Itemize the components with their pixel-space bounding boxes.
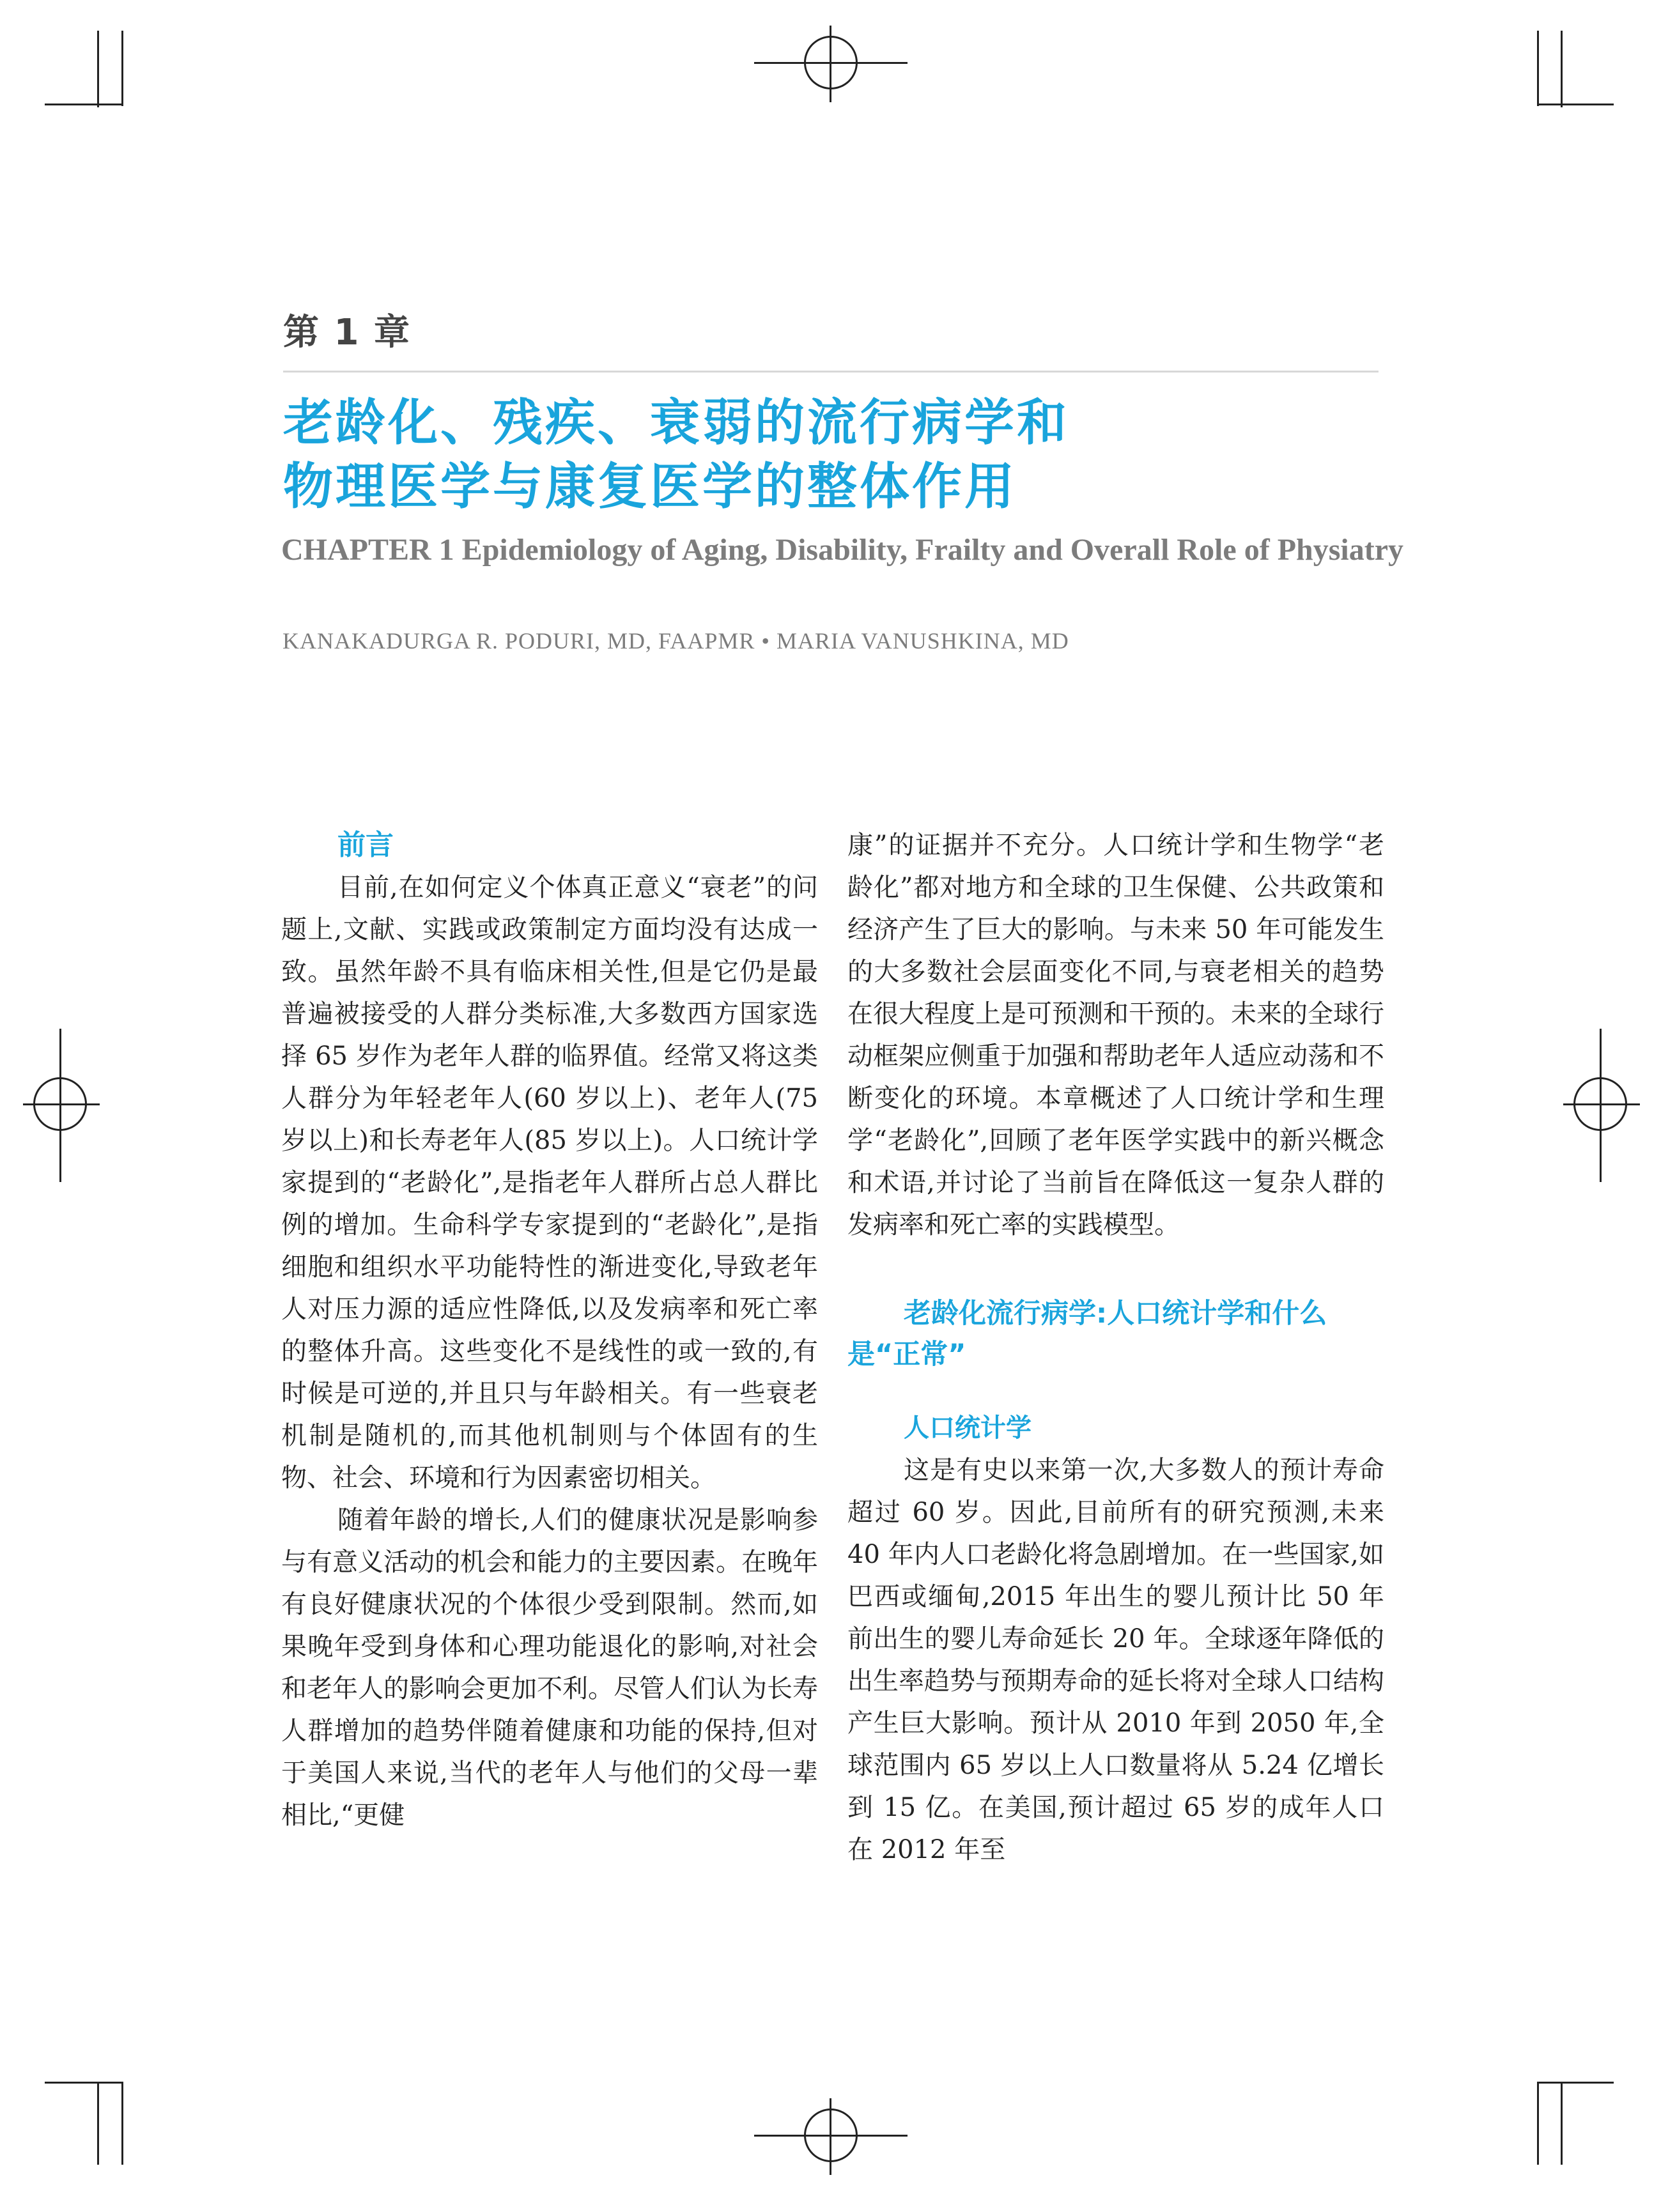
crop-mark	[1537, 104, 1614, 105]
crop-mark	[97, 2082, 99, 2165]
crop-mark	[1561, 31, 1563, 107]
body-paragraph: 这是有史以来第一次,大多数人的预计寿命超过 60 岁。因此,目前所有的研究预测,未来 40 年内人口老龄化将急剧增加。在一些国家,如巴西或缅甸,2015 年出生的婴儿预计比 50 年前出生的婴儿寿命延长 20 年。全球逐年降低的出生率趋势与预期寿命的延长将对全球人口结构产生巨大影响。预计从 2010 年到 2050 年,全球范围内 65 岁以上人口数量将从 5.24 亿增长到 15 亿。在美国,预计超过 65 岁的成年人口在 2012 年至	[847, 1455, 1384, 1864]
registration-crosshair	[23, 1103, 100, 1105]
body-paragraph: 随着年龄的增长,人们的健康状况是影响参与有意义活动的机会和能力的主要因素。在晚年有良好健康状况的个体很少受到限制。然而,如果晚年受到身体和心理功能退化的影响,对社会和老年人的影响会更加不利。尽管人们认为长寿人群增加的趋势伴随着健康和功能的保持,但对于美国人来说,当代的老年人与他们的父母一辈相比,“更健	[281, 1505, 818, 1830]
left-column	[281, 824, 818, 1836]
chapter-title-line-2: 物理医学与康复医学的整体作用	[283, 458, 1017, 516]
crop-mark	[45, 2082, 121, 2084]
body-paragraph-continued: 康”的证据并不充分。人口统计学和生物学“老龄化”都对地方和全球的卫生保健、公共政策和经济产生了巨大的影响。与未来 50 年可能发生的大多数社会层面变化不同,与衰老相关的趋势在很大程度上是可预测和干预的。未来的全球行动框架应侧重于加强和帮助老年人适应动荡和不断变化的环境。本章概述了人口统计学和生理学“老龄化”,回顾了老年医学实践中的新兴概念和术语,并讨论了当前旨在降低这一复杂人群的发病率和死亡率的实践模型。	[847, 831, 1384, 1240]
authors-line: KANAKADURGA R. PODURI, MD, FAAPMR • MARIA VANUSHKINA, MD	[282, 628, 1069, 654]
chapter-label: 第 1 章	[283, 312, 411, 353]
registration-crosshair	[830, 2098, 831, 2175]
registration-crosshair	[830, 26, 831, 102]
registration-crosshair	[1563, 1103, 1640, 1105]
subsection-heading-demography: 人口统计学	[904, 1413, 1031, 1443]
crop-mark	[1537, 2082, 1614, 2084]
crop-mark	[121, 31, 123, 106]
right-column	[847, 824, 1384, 1871]
english-chapter-title: CHAPTER 1 Epidemiology of Aging, Disability, Frailty and Overall Role of Physiatry	[281, 533, 1404, 567]
section-heading-preface: 前言	[337, 829, 394, 861]
section-heading-epidemiology: 老龄化流行病学:人口统计学和什么是“正常”	[847, 1298, 1327, 1371]
chapter-title-line-1: 老龄化、残疾、衰弱的流行病学和	[283, 394, 1070, 452]
crop-mark	[45, 104, 121, 105]
body-paragraph: 目前,在如何定义个体真正意义“衰老”的问题上,文献、实践或政策制定方面均没有达成一致。虽然年龄不具有临床相关性,但是它仍是最普遍被接受的人群分类标准,大多数西方国家选择 65 岁作为老年人群的临界值。经常又将这类人群分为年轻老年人(60 岁以上)、老年人(75 岁以上)和长寿老年人(85 岁以上)。人口统计学家提到的“老龄化”,是指老年人群所占总人群比例的增加。生命科学专家提到的“老龄化”,是指细胞和组织水平功能特性的渐进变化,导致老年人对压力源的适应性降低,以及发病率和死亡率的整体升高。这些变化不是线性的或一致的,有时候是可逆的,并且只与年龄相关。有一些衰老机制是随机的,而其他机制则与个体固有的生物、社会、环境和行为因素密切相关。	[281, 873, 818, 1493]
crop-mark	[1537, 31, 1539, 106]
crop-mark	[97, 31, 99, 107]
crop-mark	[1561, 2082, 1563, 2165]
crop-mark	[1537, 2082, 1539, 2165]
header-rule	[283, 371, 1379, 373]
chapter-title	[283, 391, 1402, 519]
registration-crosshair	[59, 1029, 61, 1182]
crop-mark	[121, 2082, 123, 2165]
registration-crosshair	[1600, 1029, 1602, 1182]
